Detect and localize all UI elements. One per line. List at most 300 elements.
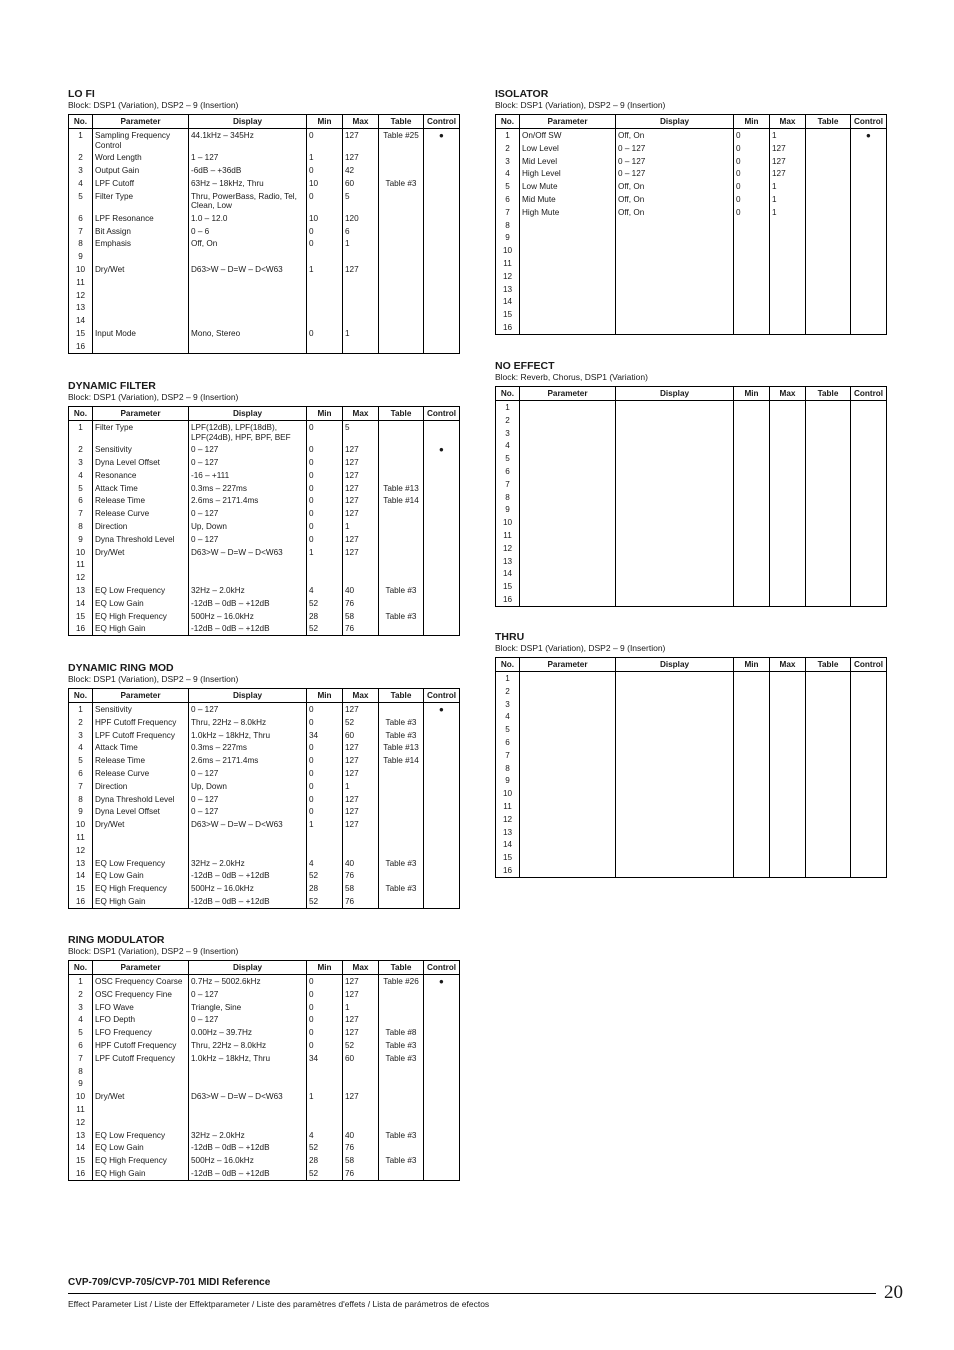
cell-min: 0: [307, 456, 343, 469]
cell-table: [379, 301, 424, 314]
cell-table: Table #3: [379, 177, 424, 190]
cell-display: Thru, 22Hz – 8.0kHz: [189, 1039, 307, 1052]
cell-display: [189, 276, 307, 289]
cell-control: [851, 555, 887, 568]
cell-no: 10: [496, 787, 520, 800]
cell-table: [806, 516, 851, 529]
cell-parameter: Sampling Frequency Control: [93, 129, 189, 152]
cell-min: 1: [307, 1090, 343, 1103]
cell-parameter: [520, 231, 616, 244]
cell-parameter: Low Level: [520, 142, 616, 155]
cell-min: [734, 838, 770, 851]
cell-table: [379, 571, 424, 584]
cell-display: [616, 257, 734, 270]
cell-no: 2: [69, 988, 93, 1001]
table-row: [69, 190, 460, 212]
cell-no: 6: [69, 494, 93, 507]
cell-min: [734, 295, 770, 308]
cell-max: [770, 736, 806, 749]
cell-table: [379, 1167, 424, 1180]
cell-control: [851, 762, 887, 775]
table-header-row: [69, 961, 460, 975]
cell-control: [424, 1154, 460, 1167]
cell-min: [734, 244, 770, 257]
cell-max: 127: [343, 975, 379, 988]
column-header-no: No.: [496, 387, 520, 401]
table-row: [69, 1013, 460, 1026]
table-row: [69, 1129, 460, 1142]
cell-parameter: [520, 295, 616, 308]
cell-min: [307, 314, 343, 327]
cell-min: [734, 219, 770, 232]
cell-min: [307, 1103, 343, 1116]
cell-table: [806, 503, 851, 516]
cell-max: [770, 580, 806, 593]
cell-max: 5: [343, 190, 379, 212]
cell-table: [379, 622, 424, 635]
table-row: [69, 975, 460, 988]
cell-min: [734, 503, 770, 516]
control-marker: ●: [439, 131, 444, 141]
cell-min: [307, 844, 343, 857]
cell-display: [616, 800, 734, 813]
cell-control: [424, 237, 460, 250]
cell-table: [379, 533, 424, 546]
cell-table: [806, 580, 851, 593]
cell-control: [424, 1077, 460, 1090]
cell-no: 12: [69, 571, 93, 584]
parameter-table: [495, 114, 887, 335]
cell-parameter: Release Curve: [93, 507, 189, 520]
table-row: [69, 469, 460, 482]
table-row: [496, 414, 887, 427]
cell-control: [424, 1013, 460, 1026]
cell-max: 60: [343, 1052, 379, 1065]
cell-no: 16: [496, 864, 520, 877]
cell-parameter: Attack Time: [93, 482, 189, 495]
cell-max: 76: [343, 869, 379, 882]
cell-control: [424, 584, 460, 597]
cell-max: [770, 529, 806, 542]
cell-max: 1: [770, 206, 806, 219]
cell-display: [616, 672, 734, 685]
cell-control: [424, 1129, 460, 1142]
cell-parameter: [520, 308, 616, 321]
table-row: [496, 542, 887, 555]
cell-table: [806, 593, 851, 606]
cell-display: -12dB – 0dB – +12dB: [189, 1141, 307, 1154]
table-row: [69, 276, 460, 289]
cell-min: [307, 558, 343, 571]
cell-no: 8: [496, 491, 520, 504]
cell-display: [616, 710, 734, 723]
cell-min: 0: [307, 225, 343, 238]
cell-display: Off, On: [189, 237, 307, 250]
table-row: [69, 456, 460, 469]
column-header-control: Control: [851, 658, 887, 672]
cell-no: 15: [69, 882, 93, 895]
cell-table: [379, 237, 424, 250]
cell-no: 10: [496, 516, 520, 529]
cell-control: [424, 250, 460, 263]
cell-display: [616, 270, 734, 283]
parameter-table: [68, 406, 460, 636]
cell-table: [806, 219, 851, 232]
cell-no: 15: [496, 308, 520, 321]
cell-table: [379, 793, 424, 806]
cell-parameter: Sensitivity: [93, 443, 189, 456]
cell-no: 9: [496, 774, 520, 787]
cell-max: 76: [343, 1167, 379, 1180]
cell-no: 8: [69, 793, 93, 806]
table-row: [69, 857, 460, 870]
table-row: [69, 1116, 460, 1129]
cell-max: 127: [343, 741, 379, 754]
table-row: [69, 805, 460, 818]
table-row: [496, 129, 887, 142]
cell-no: 13: [496, 283, 520, 296]
cell-parameter: [93, 831, 189, 844]
cell-no: 11: [496, 529, 520, 542]
cell-display: [616, 295, 734, 308]
section-title: RING MODULATOR: [68, 934, 165, 946]
cell-table: [379, 703, 424, 716]
cell-no: 2: [69, 443, 93, 456]
cell-parameter: EQ High Gain: [93, 895, 189, 908]
cell-max: [770, 244, 806, 257]
column-header-no: No.: [496, 115, 520, 129]
table-row: [69, 558, 460, 571]
cell-min: [307, 276, 343, 289]
cell-parameter: [93, 340, 189, 353]
cell-parameter: [520, 838, 616, 851]
cell-table: [379, 469, 424, 482]
cell-control: [424, 793, 460, 806]
table-row: [496, 800, 887, 813]
cell-no: 3: [496, 155, 520, 168]
parameter-table: [68, 960, 460, 1181]
cell-no: 11: [69, 558, 93, 571]
cell-max: [343, 276, 379, 289]
table-row: [496, 736, 887, 749]
cell-display: 0 – 127: [189, 988, 307, 1001]
table-row: [69, 301, 460, 314]
cell-control: [851, 749, 887, 762]
table-row: [496, 167, 887, 180]
cell-display: [616, 787, 734, 800]
cell-min: [307, 340, 343, 353]
cell-max: 60: [343, 177, 379, 190]
table-row: [69, 610, 460, 623]
cell-control: [851, 270, 887, 283]
table-row: [496, 478, 887, 491]
cell-control: [851, 826, 887, 839]
cell-table: Table #14: [379, 494, 424, 507]
cell-table: [806, 529, 851, 542]
cell-no: 4: [69, 177, 93, 190]
table-row: [496, 698, 887, 711]
cell-control: [424, 546, 460, 559]
cell-no: 11: [69, 276, 93, 289]
cell-min: 52: [307, 1167, 343, 1180]
cell-no: 4: [69, 469, 93, 482]
cell-display: 500Hz – 16.0kHz: [189, 610, 307, 623]
cell-display: [616, 321, 734, 334]
table-row: [69, 151, 460, 164]
cell-table: Table #13: [379, 741, 424, 754]
cell-table: [379, 340, 424, 353]
cell-max: [343, 558, 379, 571]
cell-display: 1.0kHz – 18kHz, Thru: [189, 1052, 307, 1065]
cell-display: 0 – 127: [616, 155, 734, 168]
column-header-display: Display: [189, 689, 307, 703]
cell-control: [424, 703, 460, 716]
column-header-max: Max: [770, 658, 806, 672]
cell-control: [851, 698, 887, 711]
cell-control: [851, 180, 887, 193]
cell-control: [424, 780, 460, 793]
cell-control: [424, 975, 460, 988]
cell-control: [424, 494, 460, 507]
cell-table: [806, 321, 851, 334]
cell-table: Table #3: [379, 584, 424, 597]
cell-table: [806, 270, 851, 283]
cell-max: 127: [343, 507, 379, 520]
cell-parameter: [520, 723, 616, 736]
cell-min: [734, 491, 770, 504]
cell-no: 7: [69, 1052, 93, 1065]
cell-control: [424, 1039, 460, 1052]
table-row: [69, 250, 460, 263]
cell-control: [424, 1026, 460, 1039]
cell-max: 58: [343, 1154, 379, 1167]
column-header-table: Table: [806, 387, 851, 401]
cell-max: [770, 516, 806, 529]
cell-min: [734, 826, 770, 839]
column-header-control: Control: [851, 115, 887, 129]
cell-min: 52: [307, 1141, 343, 1154]
cell-display: [616, 452, 734, 465]
section-title: THRU: [495, 631, 525, 643]
column-header-no: No.: [69, 961, 93, 975]
cell-table: [806, 439, 851, 452]
cell-max: 1: [770, 180, 806, 193]
cell-min: 0: [307, 805, 343, 818]
cell-control: [424, 507, 460, 520]
cell-table: [379, 844, 424, 857]
cell-parameter: EQ Low Frequency: [93, 584, 189, 597]
cell-table: [806, 257, 851, 270]
cell-max: [770, 231, 806, 244]
table-row: [496, 593, 887, 606]
cell-max: [770, 478, 806, 491]
cell-control: [851, 800, 887, 813]
table-row: [496, 503, 887, 516]
cell-max: [770, 555, 806, 568]
cell-table: [379, 1141, 424, 1154]
cell-parameter: LPF Cutoff Frequency: [93, 729, 189, 742]
cell-display: LPF(12dB), LPF(18dB), LPF(24dB), HPF, BPF, BEF: [189, 421, 307, 444]
cell-max: 127: [343, 703, 379, 716]
cell-table: [806, 427, 851, 440]
table-row: [69, 482, 460, 495]
table-row: [69, 225, 460, 238]
cell-min: 34: [307, 729, 343, 742]
cell-parameter: Mid Mute: [520, 193, 616, 206]
cell-max: 40: [343, 1129, 379, 1142]
cell-parameter: Filter Type: [93, 421, 189, 444]
parameter-table: [68, 114, 460, 354]
cell-no: 10: [69, 263, 93, 276]
cell-control: [424, 289, 460, 302]
cell-max: [343, 571, 379, 584]
cell-min: [734, 465, 770, 478]
cell-parameter: [520, 478, 616, 491]
cell-control: [851, 129, 887, 142]
cell-parameter: [520, 503, 616, 516]
cell-parameter: [520, 542, 616, 555]
cell-min: [734, 452, 770, 465]
cell-control: [851, 193, 887, 206]
cell-control: [424, 1141, 460, 1154]
cell-display: [189, 289, 307, 302]
cell-no: 5: [496, 723, 520, 736]
table-row: [496, 452, 887, 465]
cell-display: [189, 250, 307, 263]
table-row: [496, 321, 887, 334]
table-row: [496, 427, 887, 440]
cell-table: [379, 1065, 424, 1078]
cell-max: 58: [343, 610, 379, 623]
cell-control: [851, 452, 887, 465]
cell-max: [343, 314, 379, 327]
cell-min: 0: [307, 164, 343, 177]
section-block-info: Block: DSP1 (Variation), DSP2 – 9 (Insertion): [495, 643, 666, 653]
table-row: [496, 206, 887, 219]
table-row: [496, 142, 887, 155]
cell-table: Table #3: [379, 1052, 424, 1065]
cell-max: 127: [343, 1090, 379, 1103]
table-row: [69, 597, 460, 610]
cell-control: [424, 610, 460, 623]
table-row: [69, 1001, 460, 1014]
table-row: [496, 516, 887, 529]
cell-min: 0: [307, 327, 343, 340]
cell-display: 1 – 127: [189, 151, 307, 164]
cell-control: [424, 844, 460, 857]
cell-table: [379, 421, 424, 444]
cell-control: [424, 1116, 460, 1129]
cell-no: 15: [69, 610, 93, 623]
cell-control: [424, 340, 460, 353]
cell-parameter: Direction: [93, 520, 189, 533]
cell-control: [851, 529, 887, 542]
cell-no: 8: [496, 219, 520, 232]
cell-max: [770, 800, 806, 813]
table-row: [496, 567, 887, 580]
cell-control: [851, 503, 887, 516]
cell-table: [379, 1013, 424, 1026]
cell-control: [851, 838, 887, 851]
cell-max: [343, 340, 379, 353]
column-header-min: Min: [307, 407, 343, 421]
cell-parameter: Dyna Threshold Level: [93, 533, 189, 546]
cell-min: 0: [307, 421, 343, 444]
cell-parameter: [93, 571, 189, 584]
cell-control: [851, 206, 887, 219]
table-row: [69, 340, 460, 353]
cell-max: 40: [343, 584, 379, 597]
cell-no: 1: [69, 129, 93, 152]
cell-min: 4: [307, 857, 343, 870]
column-header-table: Table: [379, 689, 424, 703]
cell-control: [424, 190, 460, 212]
parameter-table: [495, 657, 887, 878]
cell-display: [616, 414, 734, 427]
table-row: [496, 787, 887, 800]
cell-min: [734, 308, 770, 321]
table-row: [69, 421, 460, 444]
cell-min: 52: [307, 622, 343, 635]
page-number: 20: [884, 1282, 903, 1303]
cell-display: 0 – 127: [189, 456, 307, 469]
cell-max: [343, 289, 379, 302]
cell-max: [770, 838, 806, 851]
cell-no: 6: [496, 465, 520, 478]
cell-control: [851, 736, 887, 749]
cell-min: 0: [734, 155, 770, 168]
cell-min: [734, 813, 770, 826]
cell-no: 9: [69, 533, 93, 546]
cell-min: 0: [307, 520, 343, 533]
cell-min: [734, 270, 770, 283]
table-row: [69, 780, 460, 793]
cell-control: [424, 469, 460, 482]
cell-max: [770, 762, 806, 775]
cell-display: 0.00Hz – 39.7Hz: [189, 1026, 307, 1039]
cell-control: [424, 456, 460, 469]
table-row: [496, 749, 887, 762]
cell-min: [734, 749, 770, 762]
cell-display: [616, 593, 734, 606]
cell-table: [806, 736, 851, 749]
cell-parameter: EQ High Gain: [93, 1167, 189, 1180]
cell-no: 4: [496, 710, 520, 723]
cell-table: [806, 491, 851, 504]
column-header-no: No.: [69, 115, 93, 129]
cell-display: [616, 283, 734, 296]
cell-no: 9: [496, 503, 520, 516]
cell-max: 58: [343, 882, 379, 895]
cell-parameter: LPF Cutoff Frequency: [93, 1052, 189, 1065]
table-row: [69, 494, 460, 507]
cell-min: [734, 864, 770, 877]
cell-display: Mono, Stereo: [189, 327, 307, 340]
cell-table: [806, 555, 851, 568]
cell-control: [424, 314, 460, 327]
cell-max: [770, 283, 806, 296]
cell-max: 127: [343, 263, 379, 276]
footer-divider: [68, 1293, 876, 1294]
cell-no: 2: [496, 142, 520, 155]
cell-display: -12dB – 0dB – +12dB: [189, 869, 307, 882]
column-header-max: Max: [343, 115, 379, 129]
cell-no: 13: [496, 555, 520, 568]
table-row: [69, 129, 460, 152]
table-row: [69, 793, 460, 806]
column-header-parameter: Parameter: [520, 387, 616, 401]
cell-max: [770, 813, 806, 826]
